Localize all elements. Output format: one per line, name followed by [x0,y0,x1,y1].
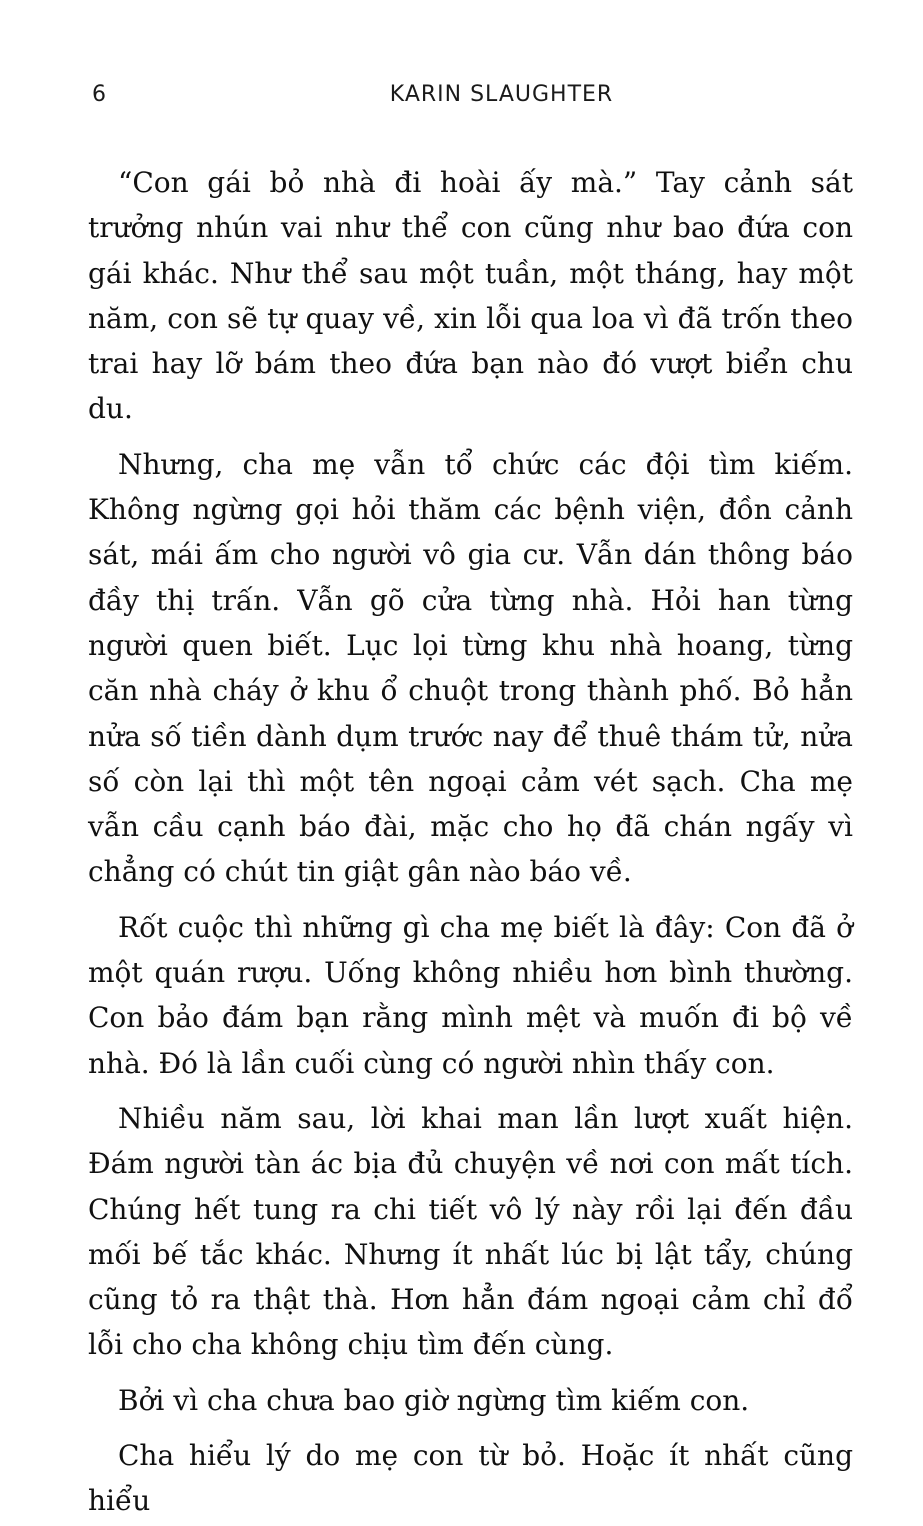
paragraph: Cha hiểu lý do mẹ con từ bỏ. Hoặc ít nhất cũng hiểu [88,1439,853,1518]
running-head [92,82,851,114]
body-text [88,160,853,1524]
paragraph: Rốt cuộc thì những gì cha mẹ biết là đây: Con đã ở một quán rượu. Uống không nhiều hơn bình thường. Con bảo đám bạn rằng mình mệt và muốn đi bộ về nhà. Đó là lần cuối cùng có người nhìn thấy con. [88,910,853,1080]
paragraph: Bởi vì cha chưa bao giờ ngừng tìm kiếm con. [118,1383,750,1417]
paragraph: Nhiều năm sau, lời khai man lần lượt xuất hiện. Đám người tàn ác bịa đủ chuyện về nơi con mất tích. Chúng hết tung ra chi tiết vô lý này rồi lại đến đầu mối bế tắc khác. Nhưng ít nhất lúc bị lật tẩy, chúng cũng tỏ ra thật thà. Hơn hẳn đám ngoại cảm chỉ đổ lỗi cho cha không chịu tìm đến cùng. [88,1101,853,1362]
running-head-author: KARIN SLAUGHTER [389,82,614,107]
paragraph: “Con gái bỏ nhà đi hoài ấy mà.” Tay cảnh sát trưởng nhún vai như thể con cũng như bao đứa con gái khác. Như thể sau một tuần, một tháng, hay một năm, con sẽ tự quay về, xin lỗi qua loa vì đã trốn theo trai hay lỡ bám theo đứa bạn nào đó vượt biển chu du. [88,166,853,426]
paragraph: Nhưng, cha mẹ vẫn tổ chức các đội tìm kiếm. Không ngừng gọi hỏi thăm các bệnh viện, đồn cảnh sát, mái ấm cho người vô gia cư. Vẫn dán thông báo đầy thị trấn. Vẫn gõ cửa từng nhà. Hỏi han từng người quen biết. Lục lọi từng khu nhà hoang, từng căn nhà cháy ở khu ổ chuột trong thành phố. Bỏ hẳn nửa số tiền dành dụm trước nay để thuê thám tử, nửa số còn lại thì một tên ngoại cảm vét sạch. Cha mẹ vẫn cầu cạnh báo đài, mặc cho họ đã chán ngấy vì chẳng có chút tin giật gân nào báo về. [88,447,853,889]
page-number: 6 [92,82,107,107]
